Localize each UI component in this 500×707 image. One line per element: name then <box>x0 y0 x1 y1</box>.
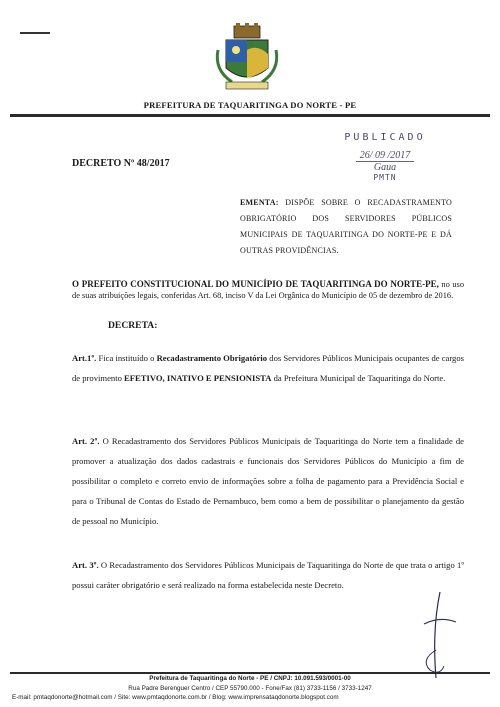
stamp-date: 26/ 09 /2017 <box>356 150 415 162</box>
stamp-signature: Gaua <box>373 162 397 173</box>
article-2 <box>72 431 464 531</box>
footer-line-3: E-mail: pmtaqdonorte@hotmail.com / Site: www.pmtaqdonorte.com.br / Blog: www.imprensataqdonorte.blogspot.com <box>12 694 339 701</box>
article-1-text-c: dos Servidores Públicos Municipais ocupantes de cargos de provimento <box>72 353 464 383</box>
article-1-text-b: Recadastramento Obrigatório <box>156 353 268 363</box>
prefeitura-title: PREFEITURA DE TAQUARITINGA DO NORTE - PE <box>143 100 357 110</box>
article-3 <box>72 555 464 595</box>
article-1-text-e: da Prefeitura Municipal de Taquaritinga do Norte. <box>273 373 446 383</box>
signature-icon <box>410 590 460 680</box>
article-1-text-a: Fica instituído o <box>98 353 155 363</box>
article-1-text-d: EFETIVO, INATIVO E PENSIONISTA <box>124 373 272 383</box>
stamp-status: PUBLICADO <box>344 132 426 143</box>
decree-number: DECRETO Nº 48/2017 <box>72 158 170 169</box>
preamble-caps: O PREFEITO CONSTITUCIONAL DO MUNICÍPIO DE TAQUARITINGA DO NORTE-PE, <box>72 279 439 289</box>
preamble-text: no uso de suas atribuições legais, conferidas Art. 68, inciso V da Lei Orgânica do Município de 05 de dezembro de 2016. <box>72 280 465 300</box>
footer-line-2: Rua Padre Berenguer Centro / CEP 55790.000 - Fone/Fax (81) 3733-1156 / 3733-1247 <box>128 685 372 692</box>
ementa-text: DISPÕE SOBRE O RECADASTRAMENTO OBRIGATÓRIO DOS SERVIDORES PÚBLICOS MUNICIPAIS DE TAQUARITINGA DO NORTE-PE E DÁ OUTRAS PROVIDÊNCIAS. <box>240 198 452 255</box>
published-stamp <box>330 132 440 182</box>
article-3-label: Art. 3º. <box>72 560 99 570</box>
decreta-heading: DECRETA: <box>108 320 158 331</box>
article-3-text: O Recadastramento dos Servidores Públicos Municipais de Taquaritinga do Norte de que trata o artigo 1º possui caráter obrigatório e será realizado na forma estabelecida neste Decreto. <box>72 560 464 590</box>
ementa-label: EMENTA: <box>240 198 279 207</box>
footer-divider <box>10 672 490 674</box>
article-2-label: Art. 2º. <box>72 436 100 446</box>
ementa-block <box>240 195 452 259</box>
preamble <box>72 279 464 301</box>
footer-line-1: Prefeitura de Taquaritinga do Norte - PE / CNPJ: 10.091.593/0001-00 <box>149 675 351 682</box>
header-divider <box>10 114 490 117</box>
article-2-text: O Recadastramento dos Servidores Públicos Municipais de Taquaritinga do Norte tem a finalidade de promover a atualização dos dados cadastrais e funcionais dos Servidores Públicos do Município a fim de possibilitar o completo e correto envio de informações sobre a folha de pagamento para a Previdência Social e para o Tribunal de Contas do Estado de Pernambuco, bem como a bem de possibilitar o planejamento da gestão de pessoal no Município. <box>72 436 464 526</box>
article-1 <box>72 348 464 388</box>
stamp-org: PMTN <box>373 173 397 182</box>
municipal-crest-icon <box>212 20 282 96</box>
article-1-label: Art.1º. <box>72 353 97 363</box>
corner-mark <box>20 32 50 34</box>
